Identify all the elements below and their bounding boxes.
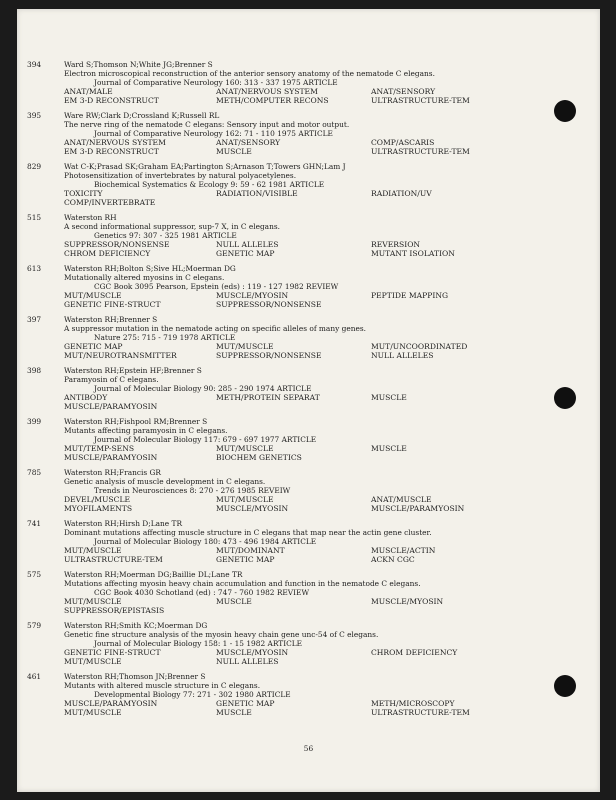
keyword-row: [64, 147, 587, 156]
keyword: ANAT/NERVOUS SYSTEM: [216, 87, 318, 96]
keyword: SUPPRESSOR/NONSENSE: [216, 351, 322, 360]
entry-number: 461: [27, 672, 42, 681]
bibliography-entry: [27, 570, 587, 615]
keyword: ANAT/SENSORY: [371, 87, 436, 96]
keyword: [371, 606, 531, 615]
entry-title: Dominant mutations affecting muscle structure in C elegans that map near the actin gene cluster.: [64, 528, 432, 537]
bibliography-entry: [27, 111, 587, 156]
keyword: METH/PROTEIN SEPARAT: [216, 393, 320, 402]
keyword-row: [64, 300, 587, 309]
keyword: MUTANT ISOLATION: [371, 249, 455, 258]
keyword: MUSCLE/PARAMYOSIN: [64, 453, 158, 462]
entry-title: Genetic fine structure analysis of the myosin heavy chain gene unc-54 of C elegans.: [64, 630, 379, 639]
keyword: SUPPRESSOR/NONSENSE: [216, 300, 322, 309]
entry-authors: Waterston RH: [64, 213, 117, 222]
entry-title: Paramyosin of C elegans.: [64, 375, 159, 384]
keyword: COMP/INVERTEBRATE: [64, 198, 156, 207]
entry-authors: Ward S;Thomson N;White JG;Brenner S: [64, 60, 213, 69]
keyword: [216, 606, 371, 615]
keyword: COMP/ASCARIS: [371, 138, 435, 147]
keyword: ANTIBODY: [64, 393, 108, 402]
keyword-row: [64, 495, 587, 504]
keyword-row: [64, 546, 587, 555]
keyword: CHROM DEFICIENCY: [371, 648, 458, 657]
entry-number: 575: [27, 570, 42, 579]
entry-authors: Waterston RH;Francis GR: [64, 468, 161, 477]
keyword: MUT/TEMP-SENS: [64, 444, 135, 453]
entry-number: 613: [27, 264, 42, 273]
entry-citation: Journal of Molecular Biology 158: 1 - 15 1982 ARTICLE: [94, 639, 303, 648]
entry-citation: Genetics 97: 307 - 325 1981 ARTICLE: [94, 231, 237, 240]
keyword: MUT/MUSCLE: [64, 597, 122, 606]
entry-title: Mutants with altered muscle structure in C elegans.: [64, 681, 261, 690]
keyword: SUPPRESSOR/EPISTASIS: [64, 606, 165, 615]
entry-citation: Journal of Comparative Neurology 162: 71 - 110 1975 ARTICLE: [94, 129, 333, 138]
keyword-row: [64, 351, 587, 360]
keyword: MUSCLE: [216, 708, 252, 717]
keyword: MUSCLE: [216, 597, 252, 606]
entry-title: Photosensitization of invertebrates by natural polyacetylenes.: [64, 171, 297, 180]
keyword: ULTRASTRUCTURE-TEM: [371, 96, 470, 105]
keyword-row: [64, 138, 587, 147]
keyword: ANAT/MUSCLE: [371, 495, 432, 504]
entry-authors: Waterston RH;Brenner S: [64, 315, 158, 324]
keyword: MUT/NEUROTRANSMITTER: [64, 351, 177, 360]
keyword-row: [64, 648, 587, 657]
entry-citation: Journal of Molecular Biology 90: 285 - 290 1974 ARTICLE: [94, 384, 312, 393]
bibliography-list: [27, 60, 587, 723]
entry-citation: Journal of Comparative Neurology 160: 313 - 337 1975 ARTICLE: [94, 78, 338, 87]
keyword-row: [64, 87, 587, 96]
keyword: MUT/MUSCLE: [216, 495, 274, 504]
keyword-row: [64, 708, 587, 717]
keyword: [216, 198, 371, 207]
keyword: MUSCLE/PARAMYOSIN: [64, 402, 158, 411]
keyword: MUT/MUSCLE: [64, 546, 122, 555]
keyword: MUSCLE: [371, 444, 407, 453]
entry-number: 515: [27, 213, 42, 222]
keyword: GENETIC MAP: [216, 555, 275, 564]
entry-number: 394: [27, 60, 42, 69]
entry-authors: Waterston RH;Thomson JN;Brenner S: [64, 672, 206, 681]
keyword: RADIATION/VISIBLE: [216, 189, 298, 198]
keyword: EM 3-D RECONSTRUCT: [64, 96, 159, 105]
keyword: GENETIC FINE-STRUCT: [64, 648, 161, 657]
entry-authors: Ware RW;Clark D;Crossland K;Russell RL: [64, 111, 220, 120]
keyword: [371, 402, 531, 411]
keyword: GENETIC MAP: [64, 342, 123, 351]
bibliography-entry: [27, 315, 587, 360]
keyword-row: [64, 402, 587, 411]
keyword-row: [64, 606, 587, 615]
bibliography-entry: [27, 417, 587, 462]
keyword: METH/COMPUTER RECONS: [216, 96, 329, 105]
entry-number: 579: [27, 621, 42, 630]
entry-title: A suppressor mutation in the nematode acting on specific alleles of many genes.: [64, 324, 367, 333]
keyword-row: [64, 453, 587, 462]
keyword: GENETIC MAP: [216, 249, 275, 258]
keyword: GENETIC FINE-STRUCT: [64, 300, 161, 309]
keyword: MUSCLE: [216, 147, 252, 156]
keyword: BIOCHEM GENETICS: [216, 453, 302, 462]
bibliography-entry: [27, 264, 587, 309]
entry-title: Electron microscopical reconstruction of the anterior sensory anatomy of the nematode C elegans.: [64, 69, 435, 78]
entry-authors: Waterston RH;Epstein HF;Brenner S: [64, 366, 202, 375]
keyword: MUT/MUSCLE: [216, 342, 274, 351]
entry-citation: CGC Book 4030 Schotland (ed) : 747 - 760 1982 REVIEW: [94, 588, 310, 597]
keyword: TOXICITY: [64, 189, 103, 198]
keyword: MUSCLE/MYOSIN: [216, 648, 289, 657]
keyword: CHROM DEFICIENCY: [64, 249, 151, 258]
entry-citation: CGC Book 3095 Pearson, Epstein (eds) : 119 - 127 1982 REVIEW: [94, 282, 339, 291]
keyword: ANAT/SENSORY: [216, 138, 281, 147]
keyword: RADIATION/UV: [371, 189, 432, 198]
bibliography-entry: [27, 468, 587, 513]
entry-authors: Waterston RH;Smith KC;Moerman DG: [64, 621, 208, 630]
entry-number: 741: [27, 519, 42, 528]
keyword: ULTRASTRUCTURE-TEM: [371, 147, 470, 156]
keyword: MUSCLE/MYOSIN: [216, 504, 289, 513]
keyword-row: [64, 597, 587, 606]
entry-citation: Journal of Molecular Biology 180: 473 - 496 1984 ARTICLE: [94, 537, 317, 546]
keyword-row: [64, 393, 587, 402]
keyword-row: [64, 342, 587, 351]
keyword: [371, 300, 531, 309]
entry-number: 398: [27, 366, 42, 375]
keyword: [371, 657, 531, 666]
keyword: ACKN CGC: [371, 555, 415, 564]
keyword: ANAT/NERVOUS SYSTEM: [64, 138, 166, 147]
keyword: MUSCLE/PARAMYOSIN: [64, 699, 158, 708]
bibliography-entry: [27, 162, 587, 207]
keyword: NULL ALLELES: [371, 351, 434, 360]
keyword: MUSCLE/MYOSIN: [371, 597, 444, 606]
keyword: ULTRASTRUCTURE-TEM: [371, 708, 470, 717]
page-number: 56: [303, 744, 314, 753]
entry-title: A second informational suppressor, sup-7 X, in C elegans.: [64, 222, 280, 231]
entry-title: The nerve ring of the nematode C elegans: Sensory input and motor output.: [64, 120, 350, 129]
entry-title: Mutants affecting paramyosin in C elegans.: [64, 426, 228, 435]
entry-title: Mutationally altered myosins in C elegans.: [64, 273, 225, 282]
keyword: GENETIC MAP: [216, 699, 275, 708]
keyword: EM 3-D RECONSTRUCT: [64, 147, 159, 156]
entry-number: 399: [27, 417, 42, 426]
keyword-row: [64, 555, 587, 564]
bibliography-entry: [27, 213, 587, 258]
keyword-row: [64, 96, 587, 105]
keyword: REVERSION: [371, 240, 421, 249]
keyword: MUT/MUSCLE: [216, 444, 274, 453]
keyword-row: [64, 198, 587, 207]
entry-citation: Trends in Neurosciences 8: 270 - 276 1985 REVEIW: [94, 486, 291, 495]
keyword: DEVEL/MUSCLE: [64, 495, 131, 504]
entry-authors: Waterston RH;Bolton S;Sive HL;Moerman DG: [64, 264, 236, 273]
keyword-row: [64, 249, 587, 258]
entry-title: Mutations affecting myosin heavy chain accumulation and function in the nematode C elegans.: [64, 579, 421, 588]
keyword: MUT/MUSCLE: [64, 657, 122, 666]
keyword: SUPPRESSOR/NONSENSE: [64, 240, 170, 249]
entry-title: Genetic analysis of muscle development in C elegans.: [64, 477, 266, 486]
keyword: ANAT/MALE: [64, 87, 113, 96]
bibliography-entry: [27, 672, 587, 717]
keyword-row: [64, 444, 587, 453]
keyword: MUT/UNCOORDINATED: [371, 342, 468, 351]
keyword: [216, 402, 371, 411]
keyword: MUT/MUSCLE: [64, 291, 122, 300]
keyword: MUT/DOMINANT: [216, 546, 285, 555]
bibliography-entry: [27, 60, 587, 105]
bibliography-entry: [27, 519, 587, 564]
keyword: MUSCLE: [371, 393, 407, 402]
keyword: [371, 198, 531, 207]
entry-number: 397: [27, 315, 42, 324]
document-page: [17, 9, 600, 792]
keyword-row: [64, 240, 587, 249]
entry-citation: Biochemical Systematics & Ecology 9: 59 - 62 1981 ARTICLE: [94, 180, 325, 189]
keyword: MUSCLE/ACTIN: [371, 546, 436, 555]
entry-number: 785: [27, 468, 42, 477]
keyword: METH/MICROSCOPY: [371, 699, 455, 708]
entry-citation: Journal of Molecular Biology 117: 679 - 697 1977 ARTICLE: [94, 435, 317, 444]
keyword-row: [64, 699, 587, 708]
keyword: [371, 453, 531, 462]
keyword-row: [64, 189, 587, 198]
entry-authors: Waterston RH;Fishpool RM;Brenner S: [64, 417, 208, 426]
keyword: MYOFILAMENTS: [64, 504, 133, 513]
bibliography-entry: [27, 366, 587, 411]
entry-citation: Developmental Biology 77: 271 - 302 1980 ARTICLE: [94, 690, 291, 699]
entry-authors: Wat C-K;Prasad SK;Graham EA;Partington S;Arnason T;Towers GHN;Lam J: [64, 162, 346, 171]
entry-authors: Waterston RH;Moerman DG;Baillie DL;Lane TR: [64, 570, 243, 579]
entry-citation: Nature 275: 715 - 719 1978 ARTICLE: [94, 333, 236, 342]
entry-number: 395: [27, 111, 42, 120]
keyword: NULL ALLELES: [216, 657, 279, 666]
keyword: NULL ALLELES: [216, 240, 279, 249]
keyword: MUSCLE/PARAMYOSIN: [371, 504, 465, 513]
entry-authors: Waterston RH;Hirsh D;Lane TR: [64, 519, 183, 528]
keyword-row: [64, 504, 587, 513]
keyword-row: [64, 657, 587, 666]
entry-number: 829: [27, 162, 42, 171]
keyword: MUT/MUSCLE: [64, 708, 122, 717]
keyword-row: [64, 291, 587, 300]
keyword: PEPTIDE MAPPING: [371, 291, 449, 300]
keyword: ULTRASTRUCTURE-TEM: [64, 555, 163, 564]
bibliography-entry: [27, 621, 587, 666]
keyword: MUSCLE/MYOSIN: [216, 291, 289, 300]
